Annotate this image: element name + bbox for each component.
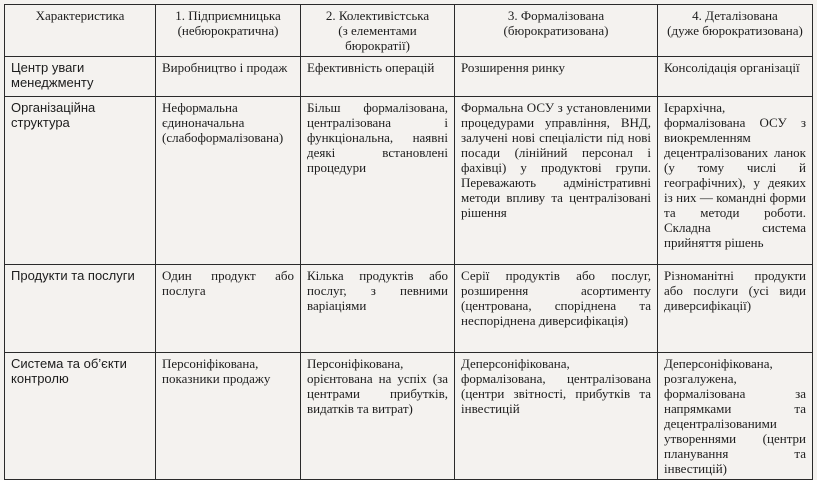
header-stage-1-sub: (небюрократична) [177, 23, 279, 38]
cell-control-stage-3: Деперсоніфікована, формалізована, централізована (центри звітності, прибутків та інвестицій [455, 353, 658, 480]
cell-structure-stage-1: Неформальна єдиноначальна (слабоформалізована) [156, 97, 301, 265]
header-stage-2-sub: (з елементами бюрократії) [338, 23, 417, 53]
row-label-org-structure: Організаційна структура [5, 97, 156, 265]
table-header-row [5, 5, 813, 57]
cell-products-stage-1: Один продукт або послуга [156, 265, 301, 353]
header-stage-2 [301, 5, 455, 57]
header-characteristic: Характеристика [5, 5, 156, 57]
table-row-control [5, 353, 813, 480]
cell-structure-stage-2: Більш формалізована, централізована і функціональна, наявні деякі встановлені процедури [301, 97, 455, 265]
cell-products-stage-3: Серії продуктів або послуг, розширення асортименту (центрована, споріднена та неспоріднена диверсифікація) [455, 265, 658, 353]
cell-focus-stage-2: Ефективність операцій [301, 57, 455, 97]
header-stage-1 [156, 5, 301, 57]
row-label-management-focus: Центр уваги менеджменту [5, 57, 156, 97]
cell-structure-stage-3: Формальна ОСУ з установленими процедурами управління, ВНД, залучені нові спеціалісти під нові посади (лінійний персонал і фахівці) у продуктові групи. Переважають адміністративні методи впливу та централізовані рішення [455, 97, 658, 265]
table-row-management-focus [5, 57, 813, 97]
header-stage-1-title: 1. Підприємницька [175, 8, 281, 23]
cell-products-stage-4: Різноманітні продукти або послуги (усі види диверсифікації) [658, 265, 813, 353]
cell-products-stage-2: Кілька продуктів або послуг, з певними варіаціями [301, 265, 455, 353]
cell-control-stage-4: Деперсоніфікована, розгалужена, формалізована за напрямками та децентралізованими утвореннями (центри планування та інвестицій) [658, 353, 813, 480]
header-stage-3-sub: (бюрократизована) [503, 23, 609, 38]
header-stage-4-sub: (дуже бюрократизована) [667, 23, 803, 38]
cell-structure-stage-4: Ієрархічна, формалізована ОСУ з виокремленням децентралізованих ланок (у тому числі й географічних), у деяких із них — командні форми та методи роботи. Складна система прийняття рішень [658, 97, 813, 265]
row-label-products: Продукти та послуги [5, 265, 156, 353]
header-stage-3 [455, 5, 658, 57]
table-row-products [5, 265, 813, 353]
cell-control-stage-2: Персоніфікована, орієнтована на успіх (за центрами прибутків, видатків та витрат) [301, 353, 455, 480]
table-row-org-structure [5, 97, 813, 265]
cell-focus-stage-1: Виробництво і продаж [156, 57, 301, 97]
header-stage-3-title: 3. Формалізована [507, 8, 605, 23]
organization-stages-table [4, 4, 813, 480]
cell-control-stage-1: Персоніфікована, показники продажу [156, 353, 301, 480]
row-label-control: Система та об’єкти контролю [5, 353, 156, 480]
header-stage-4 [658, 5, 813, 57]
cell-focus-stage-4: Консолідація організації [658, 57, 813, 97]
cell-focus-stage-3: Розширення ринку [455, 57, 658, 97]
header-stage-2-title: 2. Колективістська [325, 8, 430, 23]
header-stage-4-title: 4. Деталізована [692, 8, 778, 23]
